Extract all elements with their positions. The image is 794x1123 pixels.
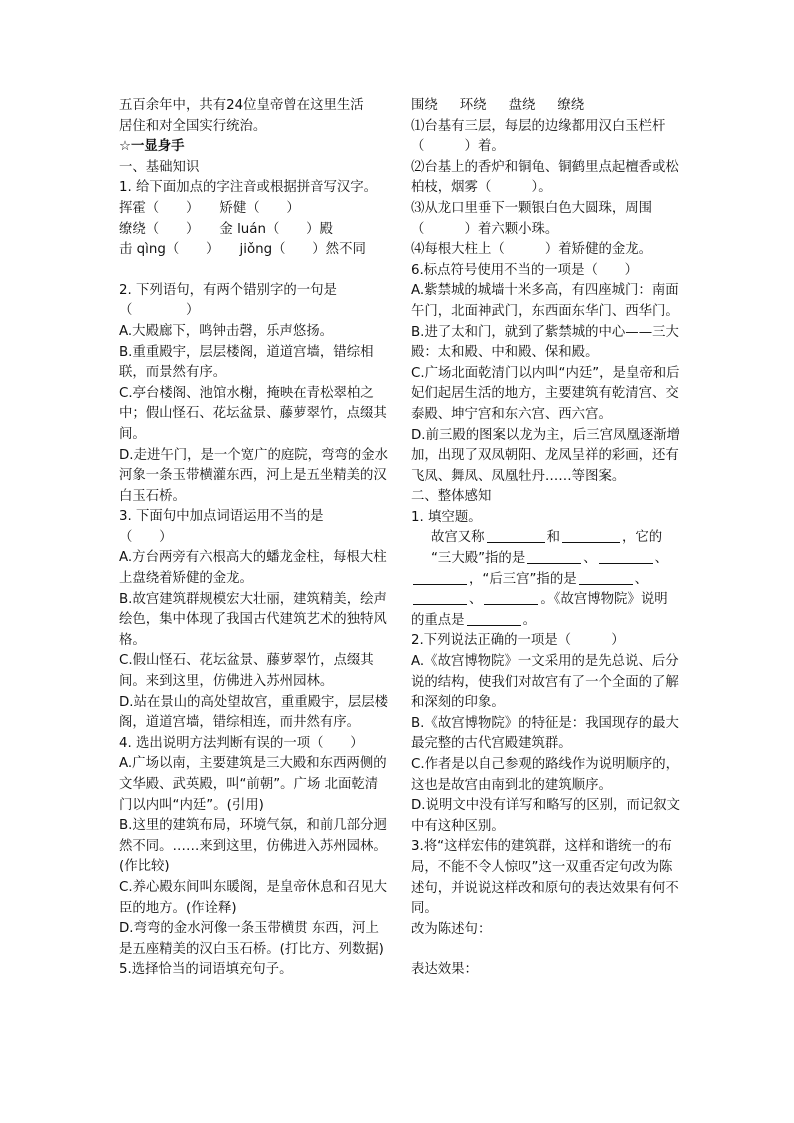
right-column (411, 96, 683, 981)
fill-line-5 (411, 611, 683, 632)
fill-text: 故宫又称 (431, 530, 485, 546)
fill-text: ，它的 (621, 530, 663, 546)
q2-option-a: A.大殿廊下，鸣钟击磬，乐声悠扬。 (119, 323, 334, 339)
fill-blank[interactable] (527, 550, 581, 564)
q3-option-d: D.站在景山的高处望故宫，重重殿宇，层层楼阁，道道宫墙，错综相连，而井然有序。 (119, 694, 388, 731)
fill-title: 1. 填空题。 (411, 509, 482, 525)
fill-text: 和 (546, 530, 560, 546)
fill-text: 、 (634, 571, 648, 587)
q4-option-c: C.养心殿东间叫东暖阁，是皇帝休息和召见大臣的地方。(作诠释) (119, 879, 388, 916)
q5-item-4: ⑷每根大柱上（ ）着矫健的金龙。 (411, 242, 653, 258)
fill-blank[interactable] (579, 571, 633, 585)
fill-line-1 (411, 528, 683, 549)
q1-row-3: 击 qìng（ ） jiǒng（ ）然不同 (119, 242, 366, 258)
fill-text: 、 (583, 551, 597, 567)
answer-label-effect: 表达效果： (411, 962, 478, 978)
q6-title: 6.标点符号使用不当的一项是（ ） (411, 262, 639, 278)
q2b-option-a: A.《故宫博物院》一文采用的是先总说、后分说的结构，使我们对故宫有了一个全面的了解和深刻的印象。 (411, 654, 679, 711)
q2-option-c: C.亭台楼阁、池馆水榭，掩映在青松翠柏之中；假山怪石、花坛盆景、藤萝翠竹，点缀其间。 (119, 385, 387, 442)
q2-answer-paren: （ ） (119, 303, 200, 319)
fill-text: “三大殿”指的是 (431, 551, 526, 567)
q3-answer-paren: （ ） (119, 529, 173, 545)
fill-text: 的重点是 (411, 612, 465, 628)
left-column (119, 96, 390, 981)
q2-option-b: B.重重殿宇，层层楼阁，道道宫墙，错综相联，而景然有序。 (119, 344, 374, 381)
fill-blank[interactable] (484, 591, 538, 605)
q5-word: 环绕 (459, 98, 487, 113)
part1-title: 一、基础知识 (119, 159, 200, 175)
q2-option-d: D.走进午门，是一个宽广的庭院，弯弯的金水河象一条玉带横灌东西，河上是五坐精美的汉白玉石桥。 (119, 447, 388, 504)
q3-title: 3. 下面句中加点词语运用不当的是 (119, 509, 324, 525)
fill-blank[interactable] (487, 529, 545, 543)
q2b-title: 2.下列说法正确的一项是（ ） (411, 633, 625, 649)
q3-option-b: B.故宫建筑群规模宏大壮丽，建筑精美，绘声绘色，集中体现了我国古代建筑艺术的独特风格。 (119, 591, 387, 648)
answer-label-statement: 改为陈述句： (411, 921, 492, 937)
fill-line-4 (411, 590, 683, 611)
q4-option-b: B.这里的建筑布局，环境气氛，和前几部分迥然不同。……来到这里，仿佛进入苏州园林。(作比较) (119, 818, 387, 875)
fill-line-2 (411, 549, 683, 570)
q4-title: 4. 选出说明方法判断有误的一项（ ） (119, 735, 364, 751)
q5-item-3: ⑶从龙口里垂下一颗银白色大圆珠，周围（ ）着六颗小珠。 (411, 200, 653, 237)
intro-line-2: 居住和对全国实行统治。 (119, 118, 267, 134)
section-title: ☆一显身手 (119, 139, 185, 155)
fill-text: 、 (469, 592, 483, 608)
fill-blank[interactable] (467, 612, 521, 626)
q1-row-2: 缭绕（ ） 金 luán（ ）殿 (119, 221, 333, 237)
q5-word: 盘绕 (508, 98, 536, 113)
fill-text: ，“后三宫”指的是 (469, 571, 577, 587)
fill-text: 、 (654, 551, 668, 567)
fill-blank[interactable] (562, 529, 620, 543)
fill-blank[interactable] (413, 571, 467, 585)
q2b-option-b: B.《故宫博物院》的特征是：我国现存的最大最完整的古代宫殿建筑群。 (411, 715, 679, 752)
fill-text: 。 (522, 612, 536, 628)
q6-option-d: D.前三殿的图案以龙为主，后三宫凤凰逐渐增加，出现了双凤朝阳、龙凤呈祥的彩画，还有飞凤、舞凤、凤凰牡丹……等图案。 (411, 427, 680, 484)
q5-item-2: ⑵台基上的香炉和铜龟、铜鹤里点起檀香或松柏枝，烟雾（ ）。 (411, 159, 679, 196)
fill-line-3 (411, 570, 683, 591)
q3-option-c: C.假山怪石、花坛盆景、藤萝翠竹，点缀其间。来到这里，仿佛进入苏州园林。 (119, 653, 374, 690)
intro-line-1: 五百余年中，共有24位皇帝曾在这里生活 (119, 98, 364, 113)
q2b-option-c: C.作者是以自己参观的路线作为说明顺序的，这也是故宫由南到北的建筑顺序。 (411, 757, 680, 793)
q5-word: 缭绕 (557, 98, 585, 113)
part2-title: 二、整体感知 (411, 489, 492, 505)
fill-text: 。《故宫博物院》说明 (540, 592, 668, 608)
answer-space[interactable] (411, 940, 683, 960)
q2b-option-d: D.说明文中没有详写和略写的区别，而记叙文中有这种区别。 (411, 798, 680, 834)
fill-blank[interactable] (413, 591, 467, 605)
q2-title: 2. 下列语句，有两个错别字的一句是 (119, 282, 337, 298)
q6-option-a: A.紫禁城的城墙十米多高，有四座城门：南面午门，北面神武门，东西面东华门、西华门。 (411, 283, 679, 319)
q3b-text: 3.将“这样宏伟的建筑群，这样和谐统一的布局，不能不令人惊叹”这一双重否定句改为陈述句，并说说这样改和原句的表达效果有何不同。 (411, 839, 679, 917)
q5-word-bank (411, 96, 683, 117)
q6-option-c: C.广场北面乾清门以内叫“内廷”，是皇帝和后妃们起居生活的地方，主要建筑有乾清宫、交泰殿、坤宁宫和东六宫、西六宫。 (411, 365, 680, 422)
fill-blank[interactable] (599, 550, 653, 564)
q6-option-b: B.进了太和门，就到了紫禁城的中心——三大殿：太和殿、中和殿、保和殿。 (411, 324, 679, 361)
q1-row-1: 挥霍（ ） 矫健（ ） (119, 200, 300, 216)
q3-option-a: A.方台两旁有六根高大的蟠龙金柱，每根大柱上盘绕着矫健的金龙。 (119, 550, 387, 587)
q5-title: 5.选择恰当的词语填充句子。 (119, 962, 293, 978)
q4-option-a: A.广场以南，主要建筑是三大殿和东西两侧的文华殿、武英殿，叫“前朝”。广场 北面乾清门以内叫“内廷”。(引用) (119, 756, 387, 813)
spacer (119, 261, 390, 281)
q5-word: 围绕 (411, 98, 438, 113)
q5-item-1: ⑴台基有三层，每层的边缘都用汉白玉栏杆（ ）着。 (411, 118, 666, 155)
q1-title: 1. 给下面加点的字注音或根据拼音写汉字。 (119, 180, 378, 196)
q4-option-d: D.弯弯的金水河像一条玉带横贯 东西，河上是五座精美的汉白玉石桥。(打比方、列数据) (119, 921, 384, 957)
